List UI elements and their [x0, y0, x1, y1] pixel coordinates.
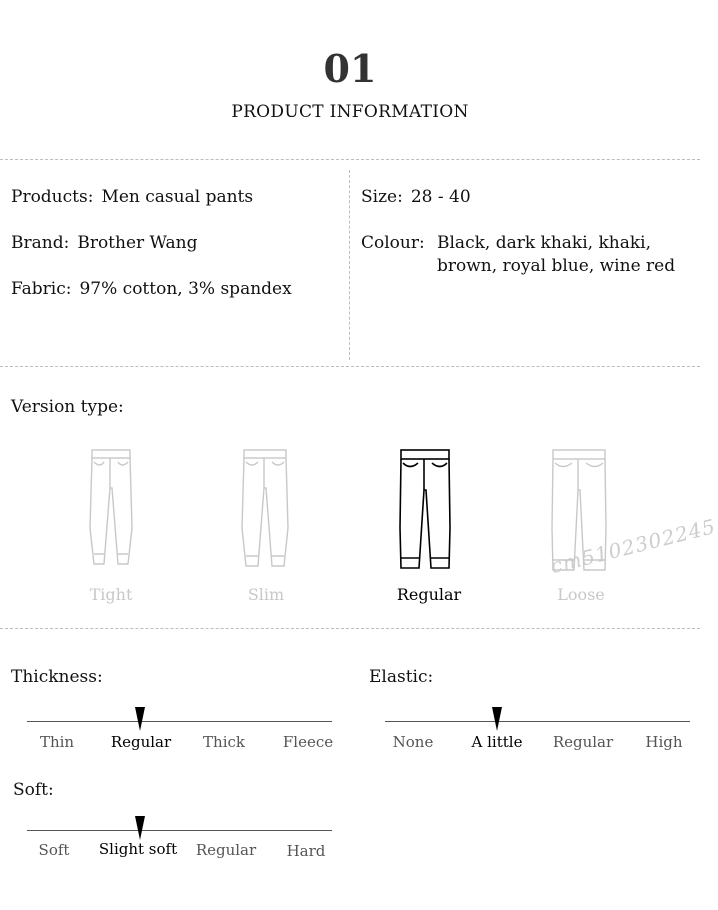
soft-scale-line [27, 830, 332, 831]
slim-pants-icon [238, 448, 292, 572]
divider-bottom [0, 628, 700, 629]
thickness-scale-line [27, 721, 332, 722]
soft-option-regular: Regular [195, 841, 257, 859]
soft-title: Soft: [13, 780, 54, 800]
soft-option-hard: Hard [286, 842, 326, 860]
tight-pants-icon [84, 448, 138, 572]
info-colour-label: Colour: [361, 233, 425, 253]
thickness-title: Thickness: [11, 667, 103, 687]
section-number: 01 [323, 46, 377, 91]
version-label-tight: Tight [89, 585, 133, 604]
elastic-option-regular: Regular [552, 733, 614, 751]
soft-marker-icon [135, 816, 145, 840]
info-products-label: Products: [11, 187, 94, 207]
info-brand-value: Brother Wang [77, 233, 198, 253]
version-label-loose: Loose [557, 585, 605, 604]
info-fabric [11, 279, 292, 299]
version-label-slim: Slim [247, 585, 285, 604]
version-type-title: Version type: [11, 397, 124, 417]
info-size [361, 187, 471, 207]
elastic-marker-icon [492, 707, 502, 731]
soft-option-slight-soft: Slight soft [98, 840, 178, 858]
watermark: cm5102302245 [548, 514, 718, 579]
elastic-option-a-little: A little [471, 733, 523, 751]
info-brand-label: Brand: [11, 233, 70, 253]
divider-top [0, 159, 700, 160]
thickness-option-regular: Regular [110, 733, 172, 751]
elastic-option-high: High [645, 733, 683, 751]
divider-middle [0, 366, 700, 367]
info-fabric-label: Fabric: [11, 279, 72, 299]
soft-option-soft: Soft [38, 841, 70, 859]
thickness-option-thin: Thin [39, 733, 75, 751]
info-fabric-value: 97% cotton, 3% spandex [79, 279, 292, 299]
thickness-marker-icon [135, 707, 145, 731]
thickness-option-thick: Thick [203, 733, 245, 751]
info-size-label: Size: [361, 187, 403, 207]
info-size-value: 28 - 40 [410, 187, 471, 207]
info-colour-value-line2: brown, royal blue, wine red [437, 256, 676, 276]
elastic-option-none: None [392, 733, 434, 751]
section-heading: PRODUCT INFORMATION [231, 102, 469, 122]
version-label-regular: Regular [396, 585, 462, 604]
info-products [11, 187, 253, 207]
info-brand [11, 233, 198, 253]
regular-pants-icon [398, 448, 452, 572]
elastic-scale-line [385, 721, 690, 722]
thickness-option-fleece: Fleece [282, 733, 334, 751]
info-products-value: Men casual pants [101, 187, 254, 207]
elastic-title: Elastic: [369, 667, 434, 687]
info-colour-value-line1: Black, dark khaki, khaki, [437, 233, 652, 253]
divider-vertical [349, 170, 350, 360]
